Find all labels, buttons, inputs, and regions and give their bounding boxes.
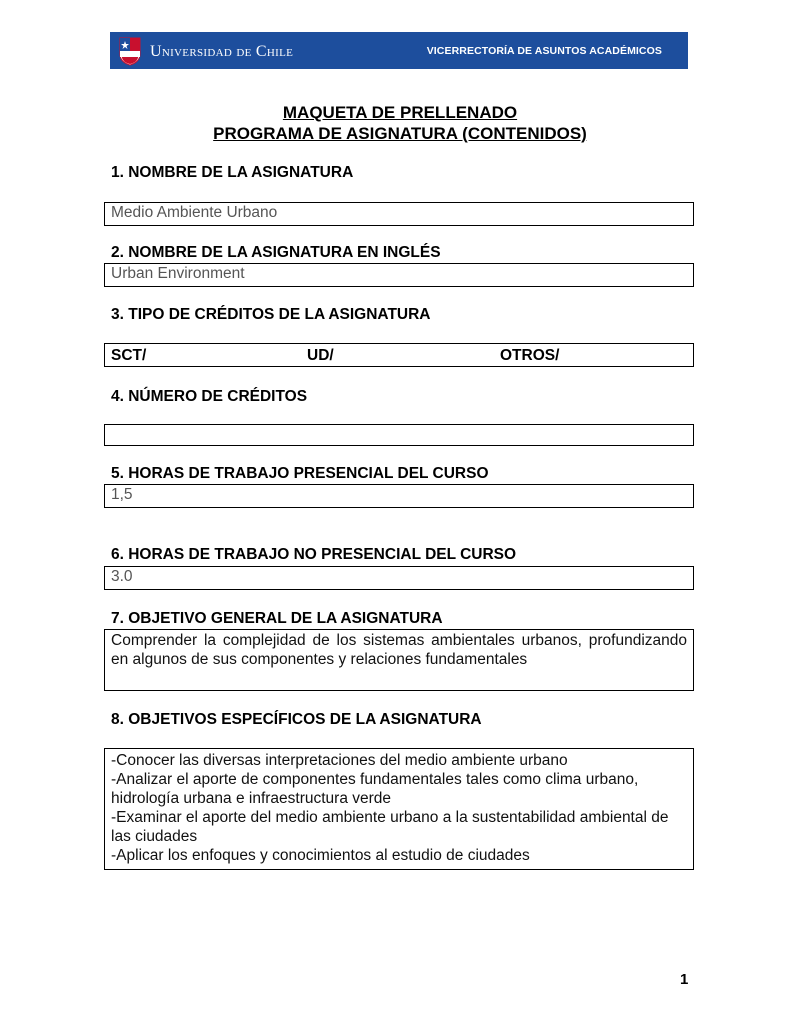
section-5-heading: 5. HORAS DE TRABAJO PRESENCIAL DEL CURSO [111, 465, 489, 482]
header-banner [110, 32, 688, 69]
document-title-line2: PROGRAMA DE ASIGNATURA (CONTENIDOS) [213, 124, 587, 143]
credit-type-field [104, 343, 694, 367]
section-1-heading: 1. NOMBRE DE LA ASIGNATURA [111, 164, 354, 181]
university-crest-icon [118, 36, 142, 66]
objective-item: -Conocer las diversas interpretaciones del medio ambiente urbano [111, 752, 568, 769]
section-2-heading: 2. NOMBRE DE LA ASIGNATURA EN INGLÉS [111, 244, 441, 261]
office-name: VICERRECTORÍA DE ASUNTOS ACADÉMICOS [426, 45, 662, 57]
section-3-heading: 3. TIPO DE CRÉDITOS DE LA ASIGNATURA [111, 306, 431, 323]
section-6-heading: 6. HORAS DE TRABAJO NO PRESENCIAL DEL CURSO [111, 546, 517, 563]
page-number: 1 [680, 971, 689, 988]
section-4-heading: 4. NÚMERO DE CRÉDITOS [111, 388, 308, 405]
section-7-heading: 7. OBJETIVO GENERAL DE LA ASIGNATURA [111, 610, 443, 627]
objective-item: -Aplicar los enfoques y conocimientos al estudio de ciudades [111, 847, 530, 864]
credit-number-field [104, 424, 694, 446]
specific-objectives-field [104, 748, 694, 870]
general-objective-field: Comprender la complejidad de los sistemas ambientales urbanos, profundizando en algunos de sus componentes y relaciones fundamentales [104, 629, 694, 691]
objective-item: -Analizar el aporte de componentes fundamentales tales como clima urbano, hidrología urbana e infraestructura verde [111, 771, 639, 807]
section-8-heading: 8. OBJETIVOS ESPECÍFICOS DE LA ASIGNATURA [111, 711, 482, 728]
in-person-hours-field: 1,5 [104, 484, 694, 508]
self-study-hours-field: 3.0 [104, 566, 694, 590]
document-title-line1: MAQUETA DE PRELLENADO [282, 103, 518, 122]
objective-item: -Examinar el aporte del medio ambiente urbano a la sustentabilidad ambiental de las ciudades [111, 809, 669, 845]
course-name-english-field: Urban Environment [104, 263, 694, 287]
credit-ud-label: UD/ [307, 347, 334, 364]
credit-otros-label: OTROS/ [500, 347, 560, 364]
credit-sct-label: SCT/ [111, 347, 147, 364]
university-name: Universidad de Chile [150, 43, 294, 60]
course-name-field: Medio Ambiente Urbano [104, 202, 694, 226]
